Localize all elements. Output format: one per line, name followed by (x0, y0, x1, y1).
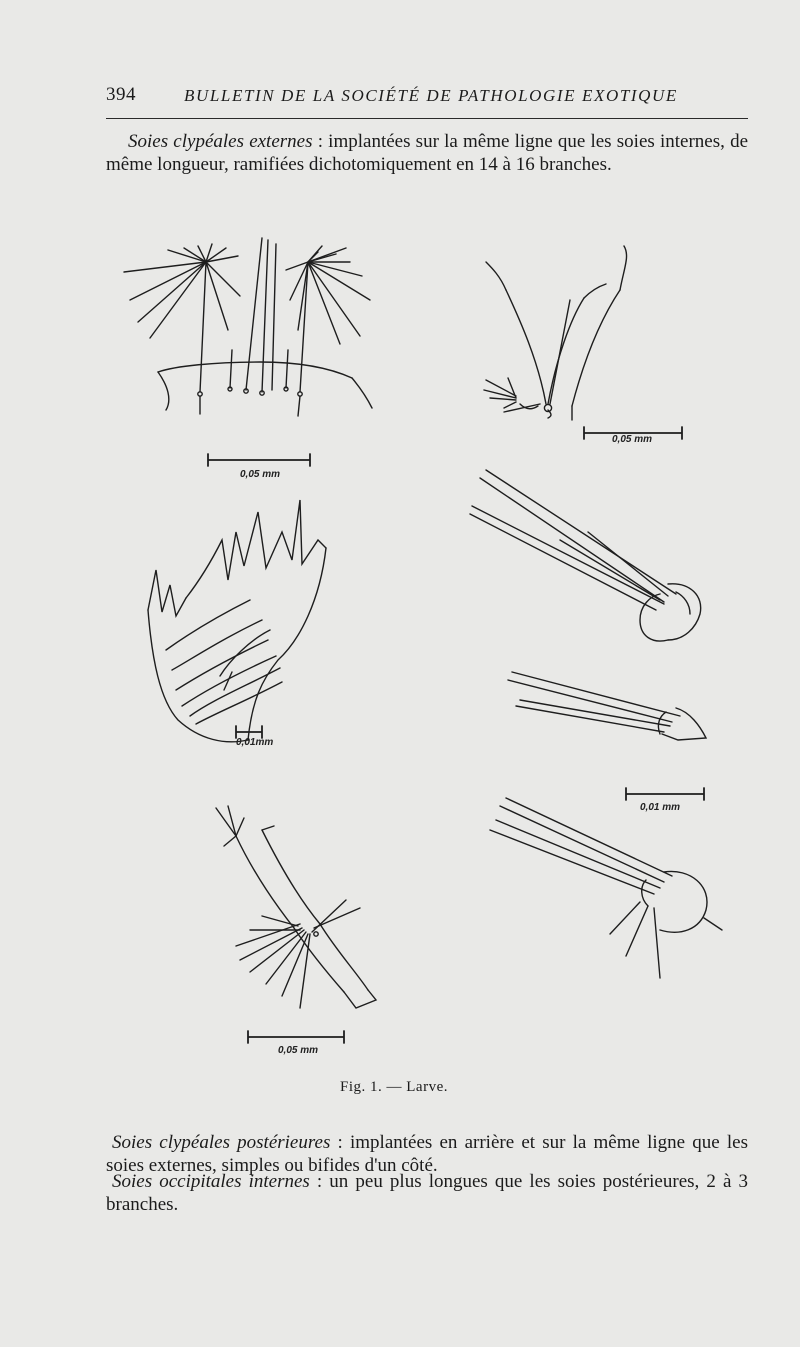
term-clypeal-posterior: Soies clypéales postérieures (112, 1132, 331, 1153)
drawing-siphon-c (490, 798, 722, 978)
drawing-posterior-setae (484, 246, 627, 420)
scale-label-2: 0,05 mm (612, 434, 653, 445)
scale-label-1: 0,05 mm (240, 469, 281, 480)
page-number: 394 (106, 84, 136, 105)
scale-label-3: 0,01mm (236, 737, 274, 748)
drawing-larva-segment (216, 806, 376, 1008)
term-clypeal-external: Soies clypéales externes (128, 131, 313, 152)
paragraph-3-text: : un peu plus longues que les soies postérieures, 2 à 3 branches. (106, 1171, 748, 1215)
paragraph-occipital-internal (106, 1170, 748, 1216)
figure-caption: Fig. 1. — Larve. (340, 1079, 448, 1095)
paragraph-1-text: : implantées sur la même ligne que les soies internes, de même longueur, ramifiées dichotomiquement en 14 à 16 branches. (106, 131, 748, 175)
scale-bar-4 (626, 788, 704, 800)
scale-label-4: 0,01 mm (640, 802, 681, 813)
scale-bar-1 (208, 454, 310, 466)
drawing-siphon-a (470, 470, 701, 641)
term-occipital-internal: Soies occipitales internes (112, 1171, 310, 1192)
scale-bar-5 (248, 1031, 344, 1043)
scale-bars (208, 427, 704, 1043)
drawing-siphon-b (508, 672, 706, 740)
drawing-clypeal-setae (124, 238, 372, 416)
paragraph-2-text: : implantées en arrière et sur la même ligne que les soies externes, simples ou bifides d'un côté. (106, 1132, 748, 1176)
scale-label-5: 0,05 mm (278, 1045, 319, 1056)
running-title: BULLETIN DE LA SOCIÉTÉ DE PATHOLOGIE EXOTIQUE (184, 86, 678, 105)
drawing-comb (148, 500, 326, 742)
